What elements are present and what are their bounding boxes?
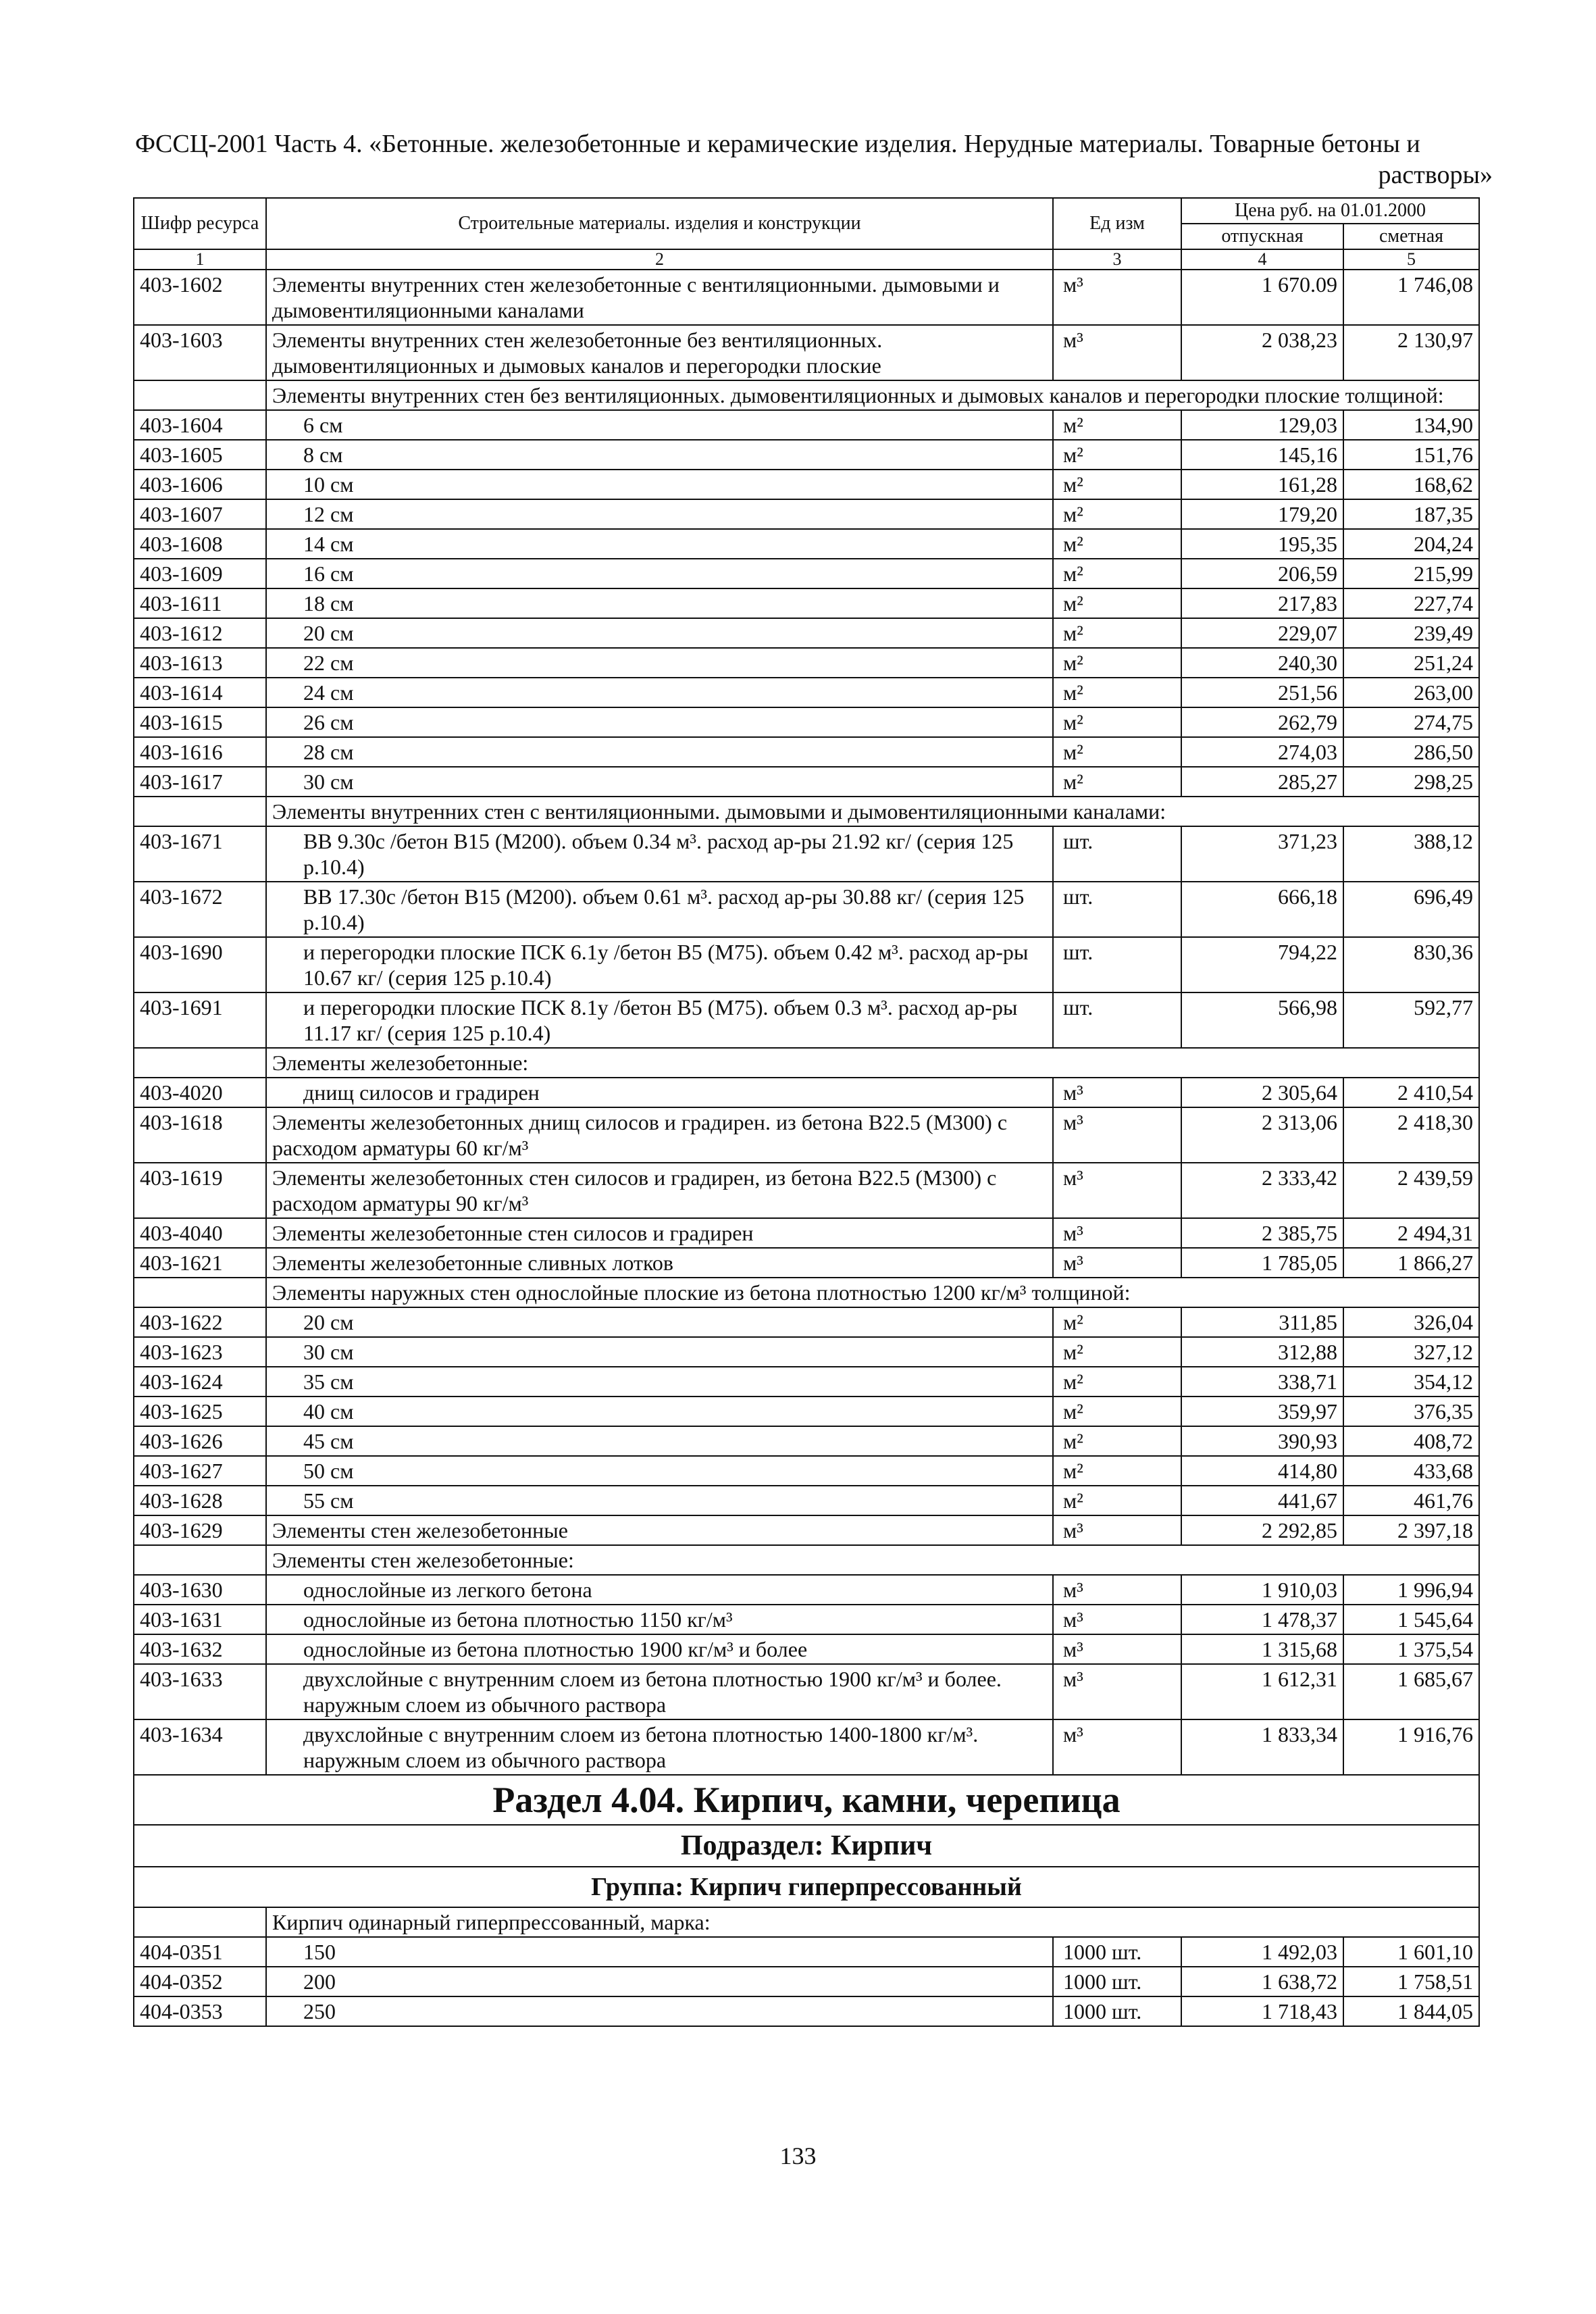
unit: шт. bbox=[1053, 826, 1181, 882]
material-name: 45 см bbox=[266, 1426, 1053, 1456]
unit: м² bbox=[1053, 737, 1181, 767]
material-name: 22 см bbox=[266, 648, 1053, 678]
resource-code: 403-1611 bbox=[134, 588, 266, 618]
col-estimate-header: сметная bbox=[1343, 224, 1479, 249]
resource-code: 403-1602 bbox=[134, 270, 266, 325]
table-row bbox=[134, 1107, 1479, 1163]
unit: м² bbox=[1053, 1307, 1181, 1337]
estimate-price: 239,49 bbox=[1343, 618, 1479, 648]
group-caption: Элементы наружных стен однослойные плоские из бетона плотностью 1200 кг/м³ толщиной: bbox=[266, 1278, 1479, 1307]
estimate-price: 2 418,30 bbox=[1343, 1107, 1479, 1163]
material-name: однослойные из бетона плотностью 1150 кг/м³ bbox=[266, 1605, 1053, 1634]
resource-code: 403-1609 bbox=[134, 559, 266, 588]
resource-code: 404-0353 bbox=[134, 1996, 266, 2026]
resource-code: 403-1624 bbox=[134, 1367, 266, 1397]
release-price: 1 670.09 bbox=[1181, 270, 1343, 325]
release-price: 2 385,75 bbox=[1181, 1218, 1343, 1248]
unit: 1000 шт. bbox=[1053, 1967, 1181, 1996]
resource-code: 403-1607 bbox=[134, 499, 266, 529]
estimate-price: 830,36 bbox=[1343, 937, 1479, 992]
resource-code: 403-1627 bbox=[134, 1456, 266, 1486]
resource-code: 403-1625 bbox=[134, 1397, 266, 1426]
material-name: 16 см bbox=[266, 559, 1053, 588]
unit: м³ bbox=[1053, 1605, 1181, 1634]
group-code-empty bbox=[134, 797, 266, 826]
table-row bbox=[134, 410, 1479, 440]
release-price: 441,67 bbox=[1181, 1486, 1343, 1515]
resource-code: 403-1632 bbox=[134, 1634, 266, 1664]
table-row bbox=[134, 270, 1479, 325]
table-row bbox=[134, 992, 1479, 1048]
col-index: 1 bbox=[134, 249, 266, 270]
release-price: 195,35 bbox=[1181, 529, 1343, 559]
release-price: 1 833,34 bbox=[1181, 1719, 1343, 1775]
table-row bbox=[134, 1163, 1479, 1218]
group-row bbox=[134, 1278, 1479, 1307]
resource-code: 403-1690 bbox=[134, 937, 266, 992]
release-price: 161,28 bbox=[1181, 470, 1343, 499]
resource-code: 403-1613 bbox=[134, 648, 266, 678]
unit: м³ bbox=[1053, 270, 1181, 325]
group-code-empty bbox=[134, 1545, 266, 1575]
table-row bbox=[134, 1996, 1479, 2026]
group-caption: Элементы железобетонные: bbox=[266, 1048, 1479, 1078]
unit: м² bbox=[1053, 1367, 1181, 1397]
material-name: двухслойные с внутренним слоем из бетона плотностью 1900 кг/м³ и более. наружным слоем из обычного раствора bbox=[266, 1664, 1053, 1719]
resource-code: 403-1629 bbox=[134, 1515, 266, 1545]
release-price: 229,07 bbox=[1181, 618, 1343, 648]
release-price: 2 038,23 bbox=[1181, 325, 1343, 380]
resource-code: 403-1691 bbox=[134, 992, 266, 1048]
table-row bbox=[134, 648, 1479, 678]
material-name: Элементы железобетонных днищ силосов и градирен. из бетона В22.5 (М300) с расходом арматуры 60 кг/м³ bbox=[266, 1107, 1053, 1163]
release-price: 566,98 bbox=[1181, 992, 1343, 1048]
resource-code: 403-1605 bbox=[134, 440, 266, 470]
table-row bbox=[134, 1426, 1479, 1456]
estimate-price: 1 601,10 bbox=[1343, 1937, 1479, 1967]
release-price: 371,23 bbox=[1181, 826, 1343, 882]
col-unit-header: Ед изм bbox=[1053, 198, 1181, 249]
unit: м³ bbox=[1053, 1634, 1181, 1664]
resource-code: 403-1671 bbox=[134, 826, 266, 882]
table-row bbox=[134, 529, 1479, 559]
resource-code: 403-1621 bbox=[134, 1248, 266, 1278]
estimate-price: 1 916,76 bbox=[1343, 1719, 1479, 1775]
unit: 1000 шт. bbox=[1053, 1937, 1181, 1967]
unit: м² bbox=[1053, 1337, 1181, 1367]
subsection-title-row bbox=[134, 1825, 1479, 1867]
release-price: 145,16 bbox=[1181, 440, 1343, 470]
table-row bbox=[134, 882, 1479, 937]
resource-code: 403-1618 bbox=[134, 1107, 266, 1163]
release-price: 1 910,03 bbox=[1181, 1575, 1343, 1605]
estimate-price: 354,12 bbox=[1343, 1367, 1479, 1397]
table-row bbox=[134, 1307, 1479, 1337]
estimate-price: 376,35 bbox=[1343, 1397, 1479, 1426]
estimate-price: 2 410,54 bbox=[1343, 1078, 1479, 1107]
release-price: 2 305,64 bbox=[1181, 1078, 1343, 1107]
group-row bbox=[134, 1048, 1479, 1078]
unit: м³ bbox=[1053, 1719, 1181, 1775]
table-row bbox=[134, 1575, 1479, 1605]
table-row bbox=[134, 588, 1479, 618]
estimate-price: 298,25 bbox=[1343, 767, 1479, 797]
unit: 1000 шт. bbox=[1053, 1996, 1181, 2026]
material-name: 200 bbox=[266, 1967, 1053, 1996]
release-price: 179,20 bbox=[1181, 499, 1343, 529]
unit: м³ bbox=[1053, 325, 1181, 380]
col-release-header: отпускная bbox=[1181, 224, 1343, 249]
table-row bbox=[134, 1397, 1479, 1426]
material-name: 250 bbox=[266, 1996, 1053, 2026]
material-name: 35 см bbox=[266, 1367, 1053, 1397]
table-row bbox=[134, 1486, 1479, 1515]
group-row bbox=[134, 1907, 1479, 1937]
group-title: Группа: Кирпич гиперпрессованный bbox=[134, 1867, 1479, 1907]
table-row bbox=[134, 1218, 1479, 1248]
material-name: 50 см bbox=[266, 1456, 1053, 1486]
release-price: 262,79 bbox=[1181, 707, 1343, 737]
material-name: Элементы стен железобетонные bbox=[266, 1515, 1053, 1545]
material-name: Элементы железобетонные сливных лотков bbox=[266, 1248, 1053, 1278]
material-name: 8 см bbox=[266, 440, 1053, 470]
material-name: 30 см bbox=[266, 1337, 1053, 1367]
material-name: Элементы железобетонные стен силосов и градирен bbox=[266, 1218, 1053, 1248]
estimate-price: 1 685,67 bbox=[1343, 1664, 1479, 1719]
material-name: 150 bbox=[266, 1937, 1053, 1967]
group-code-empty bbox=[134, 380, 266, 410]
unit: м³ bbox=[1053, 1218, 1181, 1248]
estimate-price: 286,50 bbox=[1343, 737, 1479, 767]
release-price: 285,27 bbox=[1181, 767, 1343, 797]
table-body bbox=[134, 270, 1479, 2026]
resource-code: 403-4040 bbox=[134, 1218, 266, 1248]
material-name: 26 см bbox=[266, 707, 1053, 737]
section-title-row bbox=[134, 1775, 1479, 1825]
estimate-price: 1 866,27 bbox=[1343, 1248, 1479, 1278]
estimate-price: 274,75 bbox=[1343, 707, 1479, 737]
table-row bbox=[134, 707, 1479, 737]
resource-code: 403-1608 bbox=[134, 529, 266, 559]
material-name: однослойные из бетона плотностью 1900 кг/м³ и более bbox=[266, 1634, 1053, 1664]
material-name: ВВ 9.30с /бетон В15 (М200). объем 0.34 м³. расход ар-ры 21.92 кг/ (серия 125 р.10.4) bbox=[266, 826, 1053, 882]
resource-code: 403-1615 bbox=[134, 707, 266, 737]
table-row bbox=[134, 1337, 1479, 1367]
resource-code: 403-1634 bbox=[134, 1719, 266, 1775]
estimate-price: 1 996,94 bbox=[1343, 1575, 1479, 1605]
material-name: ВВ 17.30с /бетон В15 (М200). объем 0.61 м³. расход ар-ры 30.88 кг/ (серия 125 р.10.4) bbox=[266, 882, 1053, 937]
resource-code: 404-0352 bbox=[134, 1967, 266, 1996]
resource-code: 403-1628 bbox=[134, 1486, 266, 1515]
table-row bbox=[134, 1515, 1479, 1545]
release-price: 129,03 bbox=[1181, 410, 1343, 440]
estimate-price: 263,00 bbox=[1343, 678, 1479, 707]
group-row bbox=[134, 1545, 1479, 1575]
unit: м² bbox=[1053, 559, 1181, 588]
group-code-empty bbox=[134, 1278, 266, 1307]
table-row bbox=[134, 1078, 1479, 1107]
resource-code: 403-1612 bbox=[134, 618, 266, 648]
resource-code: 403-1622 bbox=[134, 1307, 266, 1337]
col-index: 3 bbox=[1053, 249, 1181, 270]
group-row bbox=[134, 797, 1479, 826]
table-row bbox=[134, 440, 1479, 470]
release-price: 1 638,72 bbox=[1181, 1967, 1343, 1996]
unit: м³ bbox=[1053, 1664, 1181, 1719]
table-row bbox=[134, 1664, 1479, 1719]
table-row bbox=[134, 1248, 1479, 1278]
resource-code: 403-1630 bbox=[134, 1575, 266, 1605]
material-name: Элементы внутренних стен железобетонные без вентиляционных. дымовентиляционных и дымовых каналов и перегородки плоские bbox=[266, 325, 1053, 380]
estimate-price: 1 545,64 bbox=[1343, 1605, 1479, 1634]
release-price: 251,56 bbox=[1181, 678, 1343, 707]
estimate-price: 696,49 bbox=[1343, 882, 1479, 937]
material-name: Элементы железобетонных стен силосов и градирен, из бетона В22.5 (М300) с расходом арматуры 90 кг/м³ bbox=[266, 1163, 1053, 1218]
estimate-price: 388,12 bbox=[1343, 826, 1479, 882]
group-caption: Элементы внутренних стен с вентиляционными. дымовыми и дымовентиляционными каналами: bbox=[266, 797, 1479, 826]
estimate-price: 215,99 bbox=[1343, 559, 1479, 588]
release-price: 1 785,05 bbox=[1181, 1248, 1343, 1278]
release-price: 666,18 bbox=[1181, 882, 1343, 937]
unit: м² bbox=[1053, 1456, 1181, 1486]
unit: м² bbox=[1053, 440, 1181, 470]
estimate-price: 2 494,31 bbox=[1343, 1218, 1479, 1248]
material-name: двухслойные с внутренним слоем из бетона плотностью 1400-1800 кг/м³. наружным слоем из обычного раствора bbox=[266, 1719, 1053, 1775]
col-index: 2 bbox=[266, 249, 1053, 270]
release-price: 274,03 bbox=[1181, 737, 1343, 767]
material-name: 20 см bbox=[266, 1307, 1053, 1337]
col-name-header: Строительные материалы. изделия и конструкции bbox=[266, 198, 1053, 249]
unit: м² bbox=[1053, 707, 1181, 737]
estimate-price: 2 439,59 bbox=[1343, 1163, 1479, 1218]
col-index: 5 bbox=[1343, 249, 1479, 270]
release-price: 390,93 bbox=[1181, 1426, 1343, 1456]
estimate-price: 1 844,05 bbox=[1343, 1996, 1479, 2026]
release-price: 311,85 bbox=[1181, 1307, 1343, 1337]
release-price: 312,88 bbox=[1181, 1337, 1343, 1367]
table-row bbox=[134, 325, 1479, 380]
estimate-price: 433,68 bbox=[1343, 1456, 1479, 1486]
release-price: 1 478,37 bbox=[1181, 1605, 1343, 1634]
group-caption: Кирпич одинарный гиперпрессованный, марка: bbox=[266, 1907, 1479, 1937]
resource-code: 403-1633 bbox=[134, 1664, 266, 1719]
estimate-price: 408,72 bbox=[1343, 1426, 1479, 1456]
material-name: однослойные из легкого бетона bbox=[266, 1575, 1053, 1605]
table-row bbox=[134, 559, 1479, 588]
material-name: днищ силосов и градирен bbox=[266, 1078, 1053, 1107]
material-name: 6 см bbox=[266, 410, 1053, 440]
material-name: 55 см bbox=[266, 1486, 1053, 1515]
estimate-price: 1 758,51 bbox=[1343, 1967, 1479, 1996]
release-price: 1 718,43 bbox=[1181, 1996, 1343, 2026]
table-row bbox=[134, 618, 1479, 648]
estimate-price: 227,74 bbox=[1343, 588, 1479, 618]
resource-code: 403-1617 bbox=[134, 767, 266, 797]
estimate-price: 251,24 bbox=[1343, 648, 1479, 678]
group-title-row bbox=[134, 1867, 1479, 1907]
table-row bbox=[134, 1967, 1479, 1996]
estimate-price: 204,24 bbox=[1343, 529, 1479, 559]
section-title: Раздел 4.04. Кирпич, камни, черепица bbox=[134, 1775, 1479, 1825]
unit: м² bbox=[1053, 410, 1181, 440]
material-name: 30 см bbox=[266, 767, 1053, 797]
group-caption: Элементы внутренних стен без вентиляционных. дымовентиляционных и дымовых каналов и перегородки плоские толщиной: bbox=[266, 380, 1479, 410]
material-name: 28 см bbox=[266, 737, 1053, 767]
table-row bbox=[134, 767, 1479, 797]
release-price: 2 333,42 bbox=[1181, 1163, 1343, 1218]
estimate-price: 2 397,18 bbox=[1343, 1515, 1479, 1545]
page-header bbox=[135, 128, 1493, 191]
unit: м² bbox=[1053, 648, 1181, 678]
estimate-price: 168,62 bbox=[1343, 470, 1479, 499]
unit: м² bbox=[1053, 588, 1181, 618]
col-code-header: Шифр ресурса bbox=[134, 198, 266, 249]
unit: м³ bbox=[1053, 1078, 1181, 1107]
table-row bbox=[134, 1456, 1479, 1486]
estimate-price: 1 375,54 bbox=[1343, 1634, 1479, 1664]
group-caption: Элементы стен железобетонные: bbox=[266, 1545, 1479, 1575]
page-number: 133 bbox=[779, 2142, 817, 2169]
unit: шт. bbox=[1053, 992, 1181, 1048]
release-price: 1 492,03 bbox=[1181, 1937, 1343, 1967]
unit: м³ bbox=[1053, 1163, 1181, 1218]
resource-code: 403-1631 bbox=[134, 1605, 266, 1634]
unit: м³ bbox=[1053, 1107, 1181, 1163]
table-row bbox=[134, 499, 1479, 529]
table-row bbox=[134, 678, 1479, 707]
resource-code: 403-1672 bbox=[134, 882, 266, 937]
resource-code: 403-1614 bbox=[134, 678, 266, 707]
release-price: 1 612,31 bbox=[1181, 1664, 1343, 1719]
material-name: 18 см bbox=[266, 588, 1053, 618]
unit: шт. bbox=[1053, 882, 1181, 937]
group-code-empty bbox=[134, 1048, 266, 1078]
resource-code: 403-1626 bbox=[134, 1426, 266, 1456]
resource-code: 403-1619 bbox=[134, 1163, 266, 1218]
table-row bbox=[134, 1937, 1479, 1967]
material-name: 12 см bbox=[266, 499, 1053, 529]
estimate-price: 461,76 bbox=[1343, 1486, 1479, 1515]
col-index: 4 bbox=[1181, 249, 1343, 270]
estimate-price: 592,77 bbox=[1343, 992, 1479, 1048]
unit: м² bbox=[1053, 529, 1181, 559]
table-row bbox=[134, 1605, 1479, 1634]
table-row bbox=[134, 737, 1479, 767]
release-price: 217,83 bbox=[1181, 588, 1343, 618]
resource-code: 403-1623 bbox=[134, 1337, 266, 1367]
table-row bbox=[134, 1634, 1479, 1664]
material-name: и перегородки плоские ПСК 6.1у /бетон В5 (М75). объем 0.42 м³. расход ар-ры 10.67 кг/ (серия 125 р.10.4) bbox=[266, 937, 1053, 992]
release-price: 338,71 bbox=[1181, 1367, 1343, 1397]
estimate-price: 1 746,08 bbox=[1343, 270, 1479, 325]
unit: м² bbox=[1053, 1397, 1181, 1426]
estimate-price: 151,76 bbox=[1343, 440, 1479, 470]
resource-code: 404-0351 bbox=[134, 1937, 266, 1967]
unit: м² bbox=[1053, 499, 1181, 529]
header-line-2: растворы» bbox=[1378, 161, 1493, 189]
col-price-header: Цена руб. на 01.01.2000 bbox=[1181, 198, 1479, 224]
resource-code: 403-1604 bbox=[134, 410, 266, 440]
table-row bbox=[134, 937, 1479, 992]
header-line-1: ФССЦ-2001 Часть 4. «Бетонные. железобетонные и керамические изделия. Нерудные материалы. Товарные бетоны и bbox=[135, 130, 1420, 158]
release-price: 1 315,68 bbox=[1181, 1634, 1343, 1664]
unit: м² bbox=[1053, 618, 1181, 648]
group-code-empty bbox=[134, 1907, 266, 1937]
release-price: 414,80 bbox=[1181, 1456, 1343, 1486]
material-name: Элементы внутренних стен железобетонные с вентиляционными. дымовыми и дымовентиляционными каналами bbox=[266, 270, 1053, 325]
group-row bbox=[134, 380, 1479, 410]
estimate-price: 187,35 bbox=[1343, 499, 1479, 529]
unit: м³ bbox=[1053, 1515, 1181, 1545]
estimate-price: 134,90 bbox=[1343, 410, 1479, 440]
table-row bbox=[134, 1719, 1479, 1775]
estimate-price: 2 130,97 bbox=[1343, 325, 1479, 380]
unit: м² bbox=[1053, 678, 1181, 707]
unit: м² bbox=[1053, 1426, 1181, 1456]
unit: м³ bbox=[1053, 1248, 1181, 1278]
table-row bbox=[134, 826, 1479, 882]
release-price: 2 313,06 bbox=[1181, 1107, 1343, 1163]
material-name: 10 см bbox=[266, 470, 1053, 499]
table-head-row bbox=[134, 198, 1479, 224]
release-price: 359,97 bbox=[1181, 1397, 1343, 1426]
unit: м² bbox=[1053, 767, 1181, 797]
material-name: 24 см bbox=[266, 678, 1053, 707]
material-name: 14 см bbox=[266, 529, 1053, 559]
unit: м³ bbox=[1053, 1575, 1181, 1605]
unit: м² bbox=[1053, 470, 1181, 499]
unit: шт. bbox=[1053, 937, 1181, 992]
material-name: 40 см bbox=[266, 1397, 1053, 1426]
table-row bbox=[134, 1367, 1479, 1397]
price-table bbox=[133, 197, 1480, 2027]
release-price: 794,22 bbox=[1181, 937, 1343, 992]
release-price: 2 292,85 bbox=[1181, 1515, 1343, 1545]
estimate-price: 326,04 bbox=[1343, 1307, 1479, 1337]
resource-code: 403-1616 bbox=[134, 737, 266, 767]
release-price: 206,59 bbox=[1181, 559, 1343, 588]
resource-code: 403-4020 bbox=[134, 1078, 266, 1107]
release-price: 240,30 bbox=[1181, 648, 1343, 678]
material-name: и перегородки плоские ПСК 8.1у /бетон В5 (М75). объем 0.3 м³. расход ар-ры 11.17 кг/ (серия 125 р.10.4) bbox=[266, 992, 1053, 1048]
estimate-price: 327,12 bbox=[1343, 1337, 1479, 1367]
column-index-row bbox=[134, 249, 1479, 270]
resource-code: 403-1606 bbox=[134, 470, 266, 499]
material-name: 20 см bbox=[266, 618, 1053, 648]
unit: м² bbox=[1053, 1486, 1181, 1515]
resource-code: 403-1603 bbox=[134, 325, 266, 380]
table-row bbox=[134, 470, 1479, 499]
subsection-title: Подраздел: Кирпич bbox=[134, 1825, 1479, 1867]
